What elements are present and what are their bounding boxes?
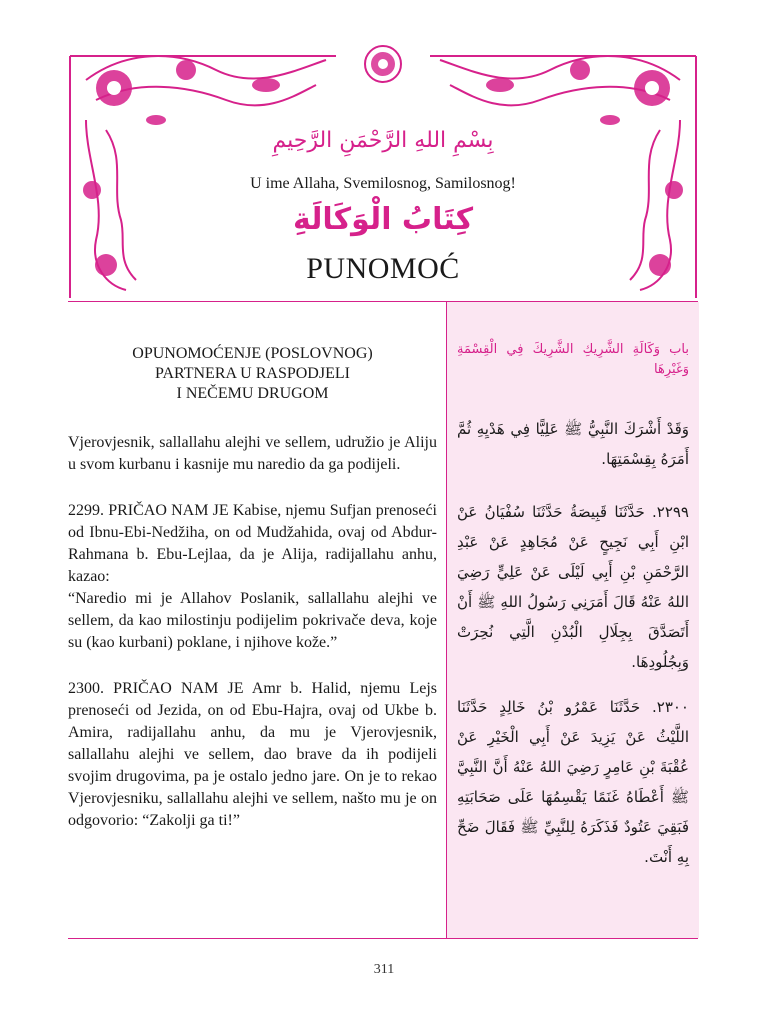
page-number: 311: [373, 962, 395, 977]
basmala: بِسْمِ اللهِ الرَّحْمَنِ الرَّحِيمِ: [272, 128, 494, 153]
intro-arabic: وَقَدْ أَشْرَكَ النَّبِيُّ ﷺ عَلِيًّا فِي هَدْيِهِ ثُمَّ أَمَرَهُ بِقِسْمَتِهَا.: [457, 420, 689, 468]
chapter-title-arabic: باب وَكَالَةِ الشَّرِيكِ الشَّرِيكَ فِي الْقِسْمَةِ وَغَيْرِهَا: [457, 342, 689, 377]
arabic-column: [446, 302, 699, 938]
hadith-2299-chain: 2299. PRIČAO NAM JE Kabise, njemu Sufjan prenoseći od Ibnu-Ebi-Nedžiha, on od Mudžahida, ovaj od Abdur-Rahmana b. Ebu-Lejlaa, da je Alija, radijallahu anhu, kazao:: [68, 502, 437, 585]
hadith-2299: [68, 500, 437, 654]
hadith-2299-quote: “Naredio mi je Allahov Poslanik, sallallahu alejhi ve sellem, da kao milostinju podijelim pokrivače deva, koje su (kao kurbani) poklane, i njihove kože.”: [68, 590, 437, 651]
bottom-divider: [68, 938, 698, 939]
chapter-title-line: OPUNOMOĆENJE (POSLOVNOG): [132, 345, 373, 362]
page-header: [66, 40, 700, 302]
chapter-title: [68, 344, 437, 404]
translation-column: [68, 344, 437, 856]
hadith-2299-arabic: ٢٢٩٩. حَدَّثَنَا قَبِيصَةُ حَدَّثَنَا سُفْيَانُ عَنْ ابْنِ أَبِي نَجِيحٍ عَنْ مُجَاهِدٍ عَنْ عَبْدِ الرَّحْمَنِ بْنِ أَبِي لَيْلَى عَنْ عَلِيٍّ رَضِيَ اللهُ عَنْهُ قَالَ أَمَرَنِي رَسُولُ اللهِ ﷺ أَنْ أَتَصَدَّقَ بِجِلَالِ الْبُدْنِ الَّتِي نُحِرَتْ وَبِجُلُودِهَا.: [457, 503, 689, 671]
invocation-text: U ime Allaha, Svemilosnog, Samilosnog!: [250, 175, 516, 192]
book-title: PUNOMOĆ: [306, 252, 460, 285]
intro-paragraph: Vjerovjesnik, sallallahu alejhi ve sellem, udružio je Aliju u svom kurbanu i kasnije mu naredio da ga podijeli.: [68, 434, 437, 473]
hadith-2300: 2300. PRIČAO NAM JE Amr b. Halid, njemu Lejs prenoseći od Jezida, on od Ebu-Hajra, ovaj od Ukbe b. Amira, radijallahu anhu, da mu je Vjerovjesnik, sallallahu alejhi ve sellem, dao brave da ih podijeli svojim drugovima, pa je ostalo jedno jare. On je to rekao Vjerovjesniku, sallallahu alejhi ve sellem, našto mu je on odgovorio: “Zakolji ga ti!”: [68, 680, 437, 829]
hadith-2300-arabic: ٢٣٠٠. حَدَّثَنَا عَمْرُو بْنُ خَالِدٍ حَدَّثَنَا اللَّيْثُ عَنْ يَزِيدَ عَنْ أَبِي الْخَيْرِ عَنْ عُقْبَةَ بْنِ عَامِرٍ رَضِيَ اللهُ عَنْهُ أَنَّ النَّبِيَّ ﷺ أَعْطَاهُ غَنَمًا يَقْسِمُهَا عَلَى صَحَابَتِهِ فَبَقِيَ عَتُودٌ فَذَكَرَهُ لِلنَّبِيِّ ﷺ فَقَالَ ضَحِّ بِهِ أَنْتَ.: [457, 698, 689, 866]
chapter-title-line: I NEČEMU DRUGOM: [176, 385, 329, 402]
book-title-arabic: كِتَابُ الْوَكَالَةِ: [292, 202, 474, 237]
chapter-title-line: PARTNERA U RASPODJELI: [155, 365, 350, 382]
